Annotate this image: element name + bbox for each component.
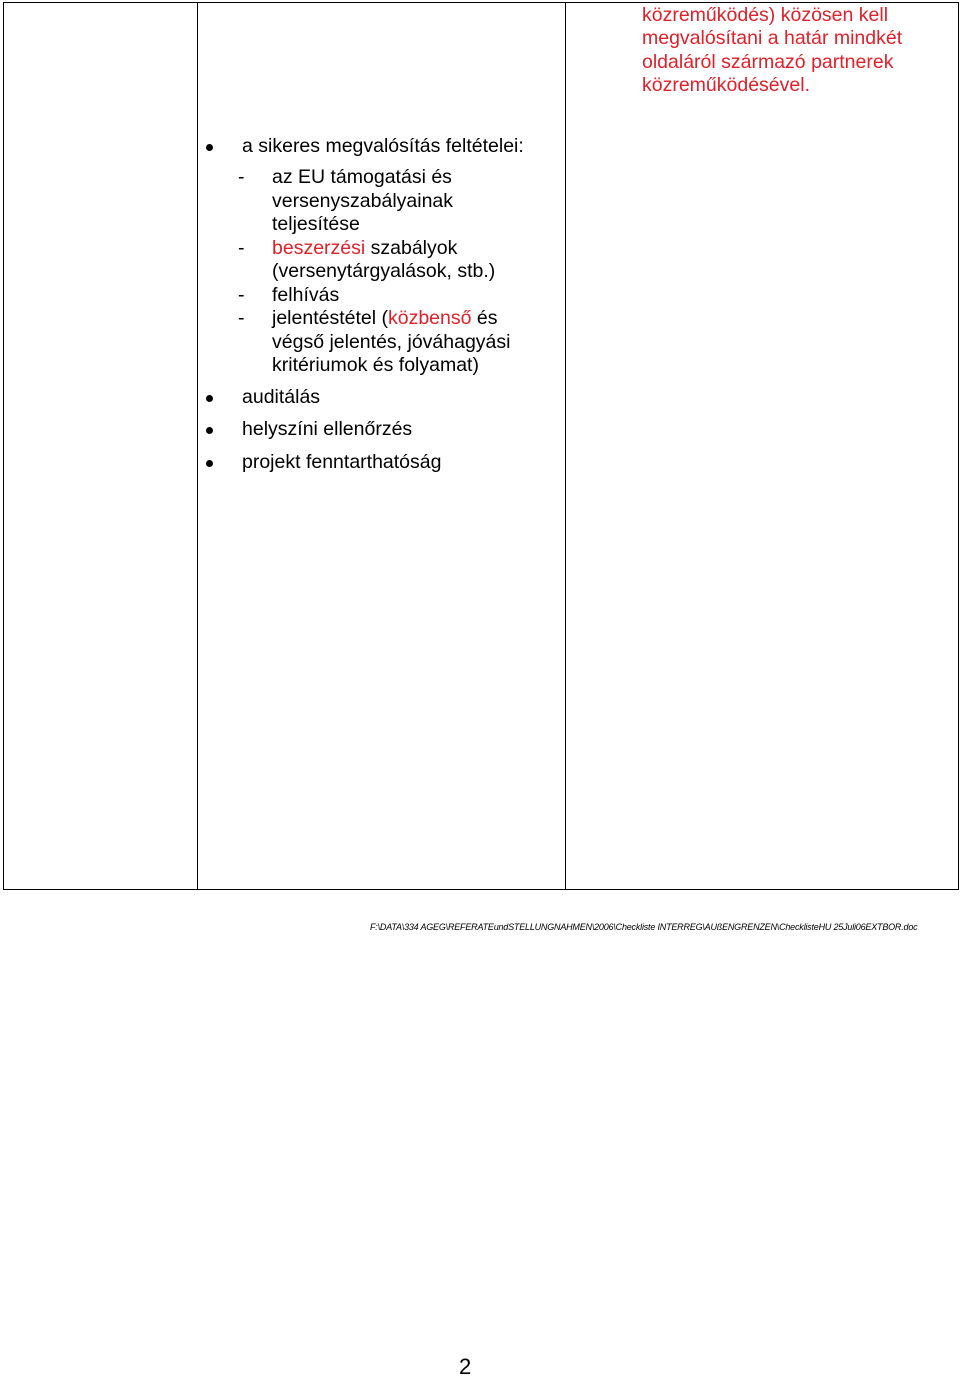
sub-item-line: az EU támogatási és	[272, 166, 452, 188]
dash-marker: -	[238, 307, 245, 329]
sub-item-text: szabályok	[365, 236, 458, 259]
bullet-onsite-check-text: helyszíni ellenőrzés	[242, 418, 413, 440]
sub-item-line: (versenytárgyalások, stb.)	[272, 260, 496, 282]
bullet-conditions-text: a sikeres megvalósítás feltételei:	[242, 135, 524, 157]
text-line: oldaláról származó partnerek	[642, 50, 894, 73]
bullet-dot-icon	[206, 144, 213, 151]
bullet-dot-icon	[206, 395, 213, 402]
text-line: közreműködés) közösen kell	[642, 4, 889, 26]
conditions-sub-list	[238, 166, 511, 378]
document-table	[3, 2, 959, 890]
sub-item-line	[272, 237, 511, 261]
sub-item-procurement	[238, 237, 511, 284]
bullet-dot-icon	[206, 427, 213, 434]
sub-item-call	[238, 284, 511, 308]
bullet-audit-text: auditálás	[242, 386, 321, 408]
highlighted-word: beszerzési	[272, 236, 366, 259]
sub-item-eu-rules	[238, 166, 511, 237]
bullet-sustainability-text: projekt fenntarthatóság	[242, 451, 442, 473]
footer-file-path: F:\DATA\334 AGEG\REFERATEundSTELLUNGNAHMEN\2006\Checkliste INTERREG\AUßENGRENZEN\ChecklisteHU 25Juli06EXTBOR.doc	[370, 922, 918, 932]
sub-item-line: kritériumok és folyamat)	[272, 354, 479, 376]
sub-item-line: felhívás	[272, 283, 340, 306]
sub-item-line	[272, 307, 511, 331]
table-column-middle	[198, 3, 566, 889]
sub-item-line: teljesítése	[272, 213, 360, 235]
sub-item-text: jelentéstétel (	[272, 307, 388, 329]
partner-cooperation-text	[642, 4, 942, 98]
dash-marker: -	[238, 283, 245, 306]
text-line: közreműködésével.	[642, 74, 810, 97]
bullet-dot-icon	[206, 460, 213, 467]
sub-item-line: versenyszabályainak	[272, 189, 454, 212]
table-column-left	[4, 3, 198, 889]
sub-item-reporting	[238, 307, 511, 378]
sub-item-line: végső jelentés, jóváhagyási	[272, 330, 511, 353]
highlighted-word: közbenső	[387, 307, 472, 329]
dash-marker: -	[238, 166, 245, 188]
table-column-right	[566, 3, 958, 889]
dash-marker: -	[238, 236, 245, 259]
sub-item-text: és	[471, 307, 498, 329]
text-line: megvalósítani a határ mindkét	[642, 27, 903, 50]
page-number: 2	[459, 1354, 472, 1379]
